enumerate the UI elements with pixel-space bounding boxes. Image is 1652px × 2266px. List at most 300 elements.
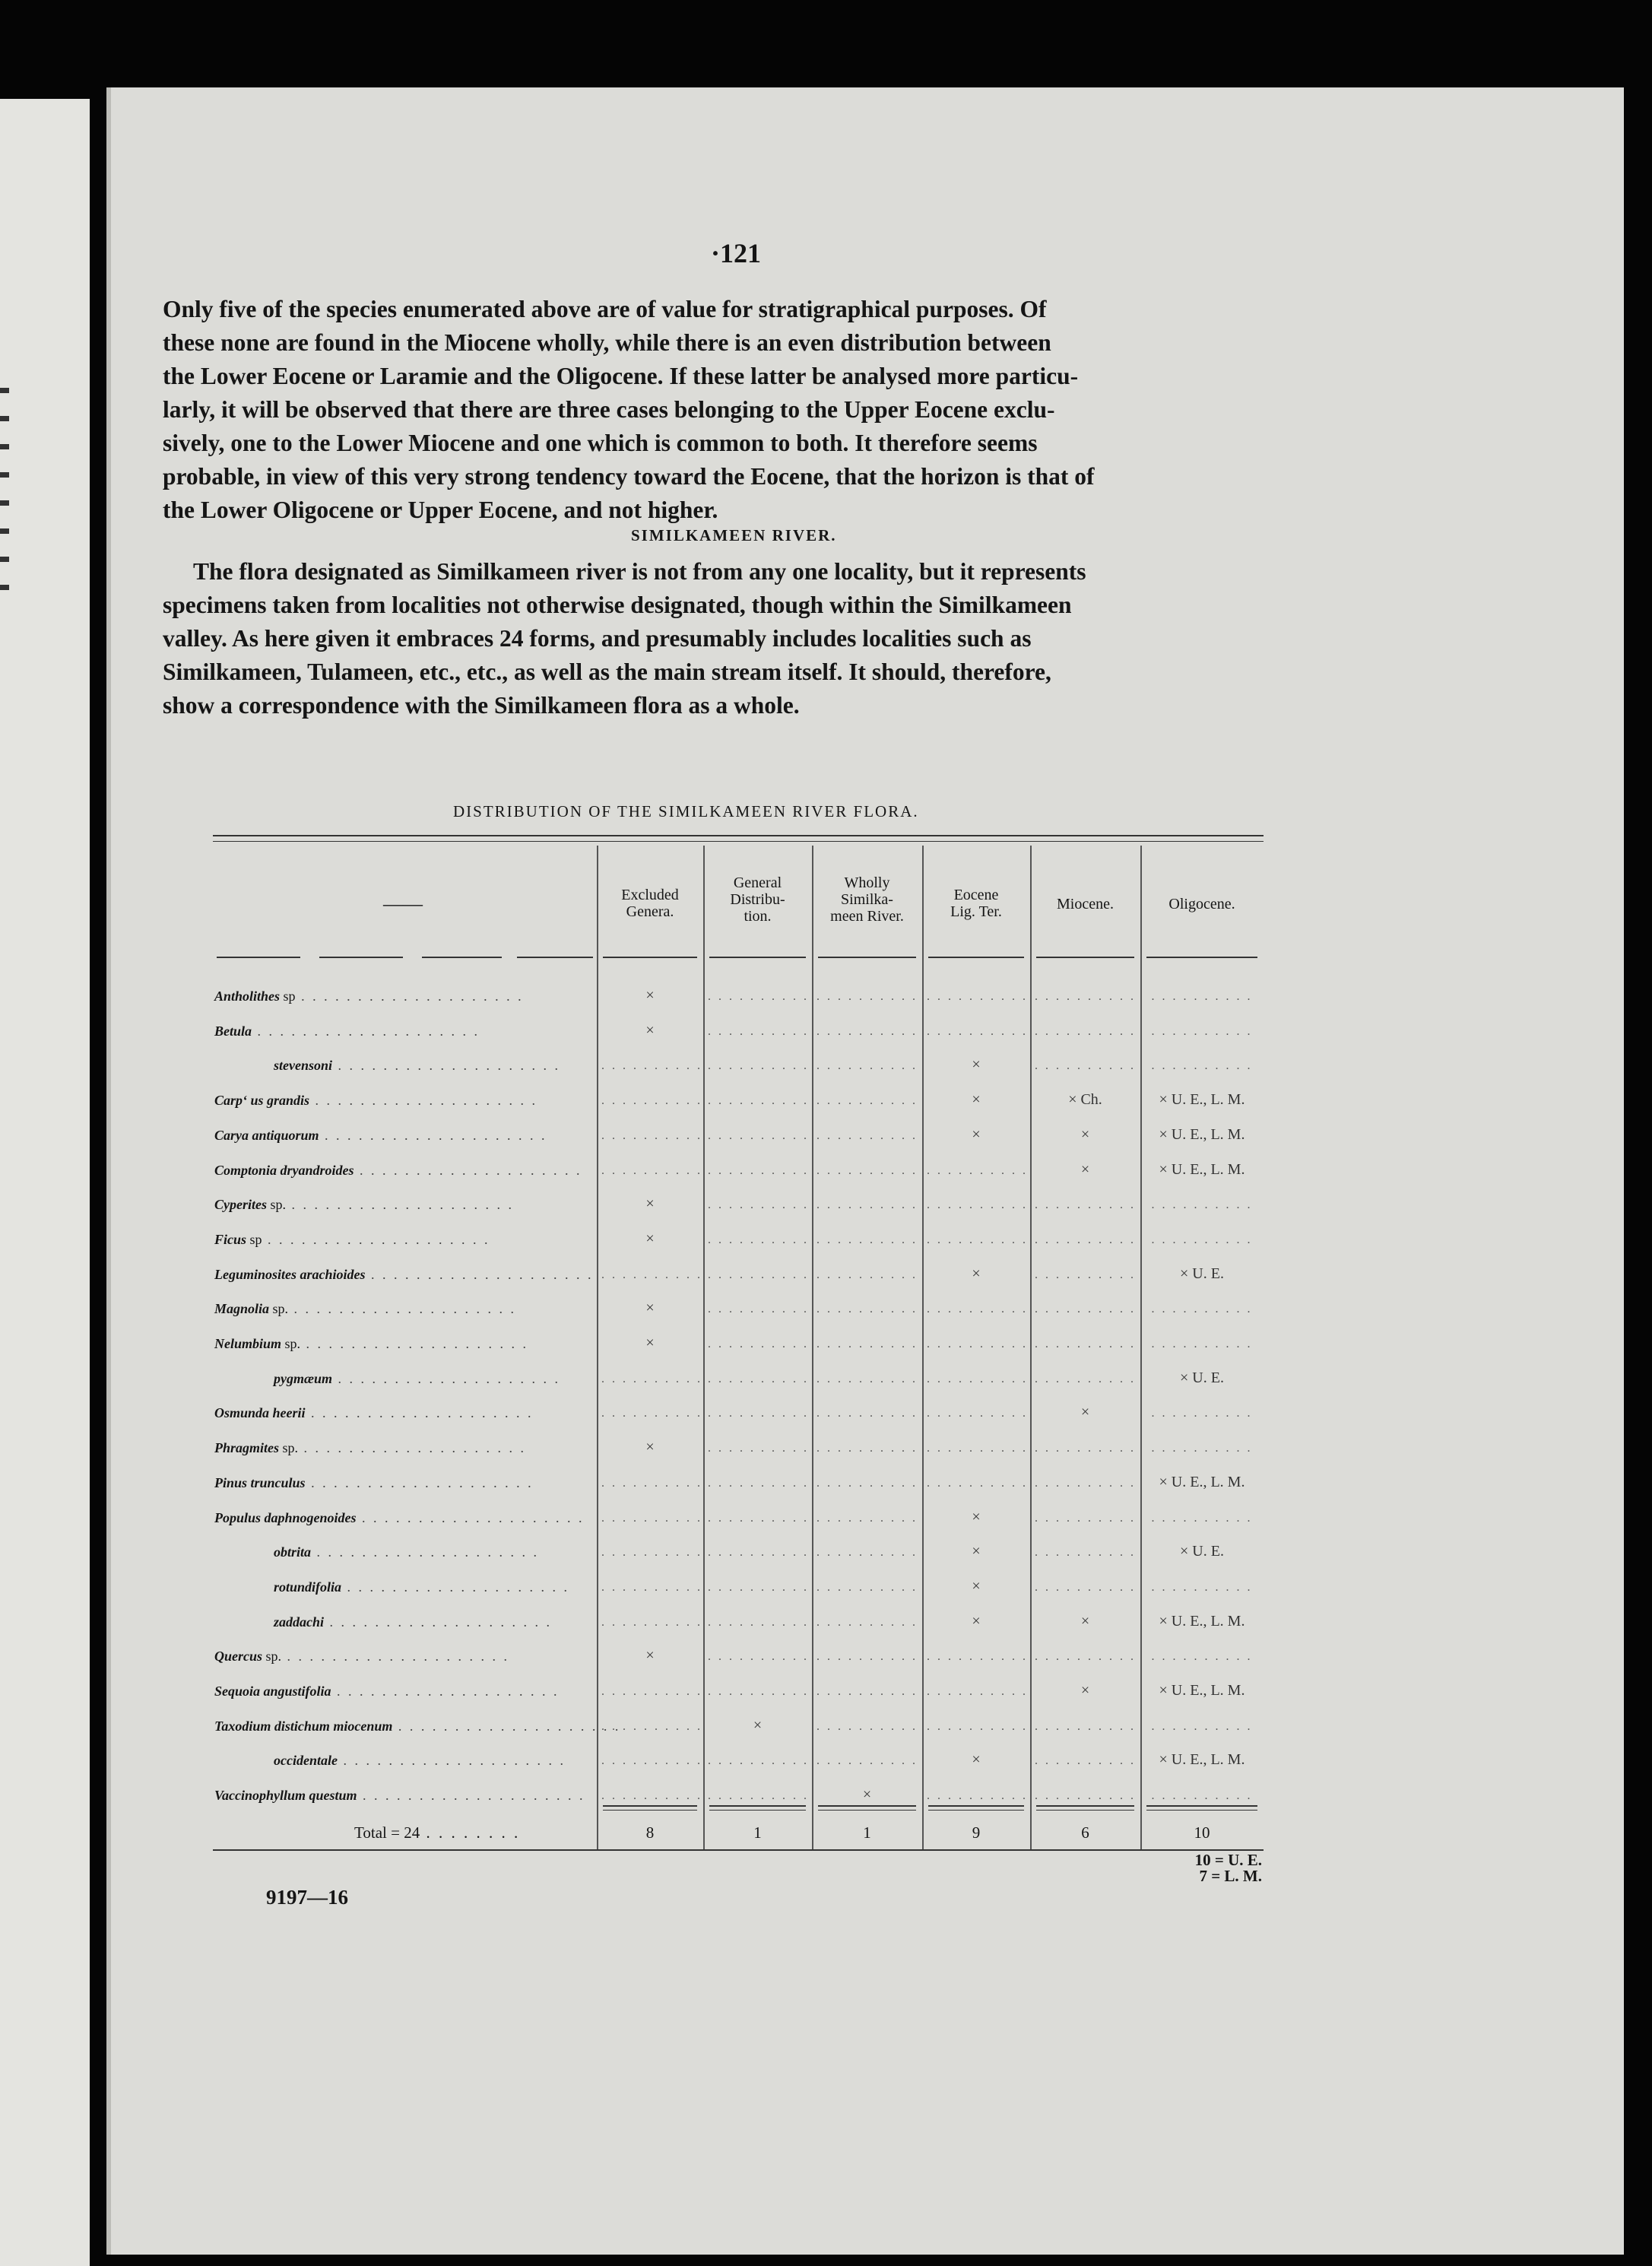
table-cell: × <box>972 1612 981 1630</box>
table-cell-empty: . . . . . . . . . . <box>708 1511 809 1525</box>
table-cell-empty: . . . . . . . . . . <box>816 1303 918 1316</box>
table-cell-empty: . . . . . . . . . . <box>1035 1789 1136 1803</box>
paragraph-line: show a correspondence with the Similkameen flora as a whole. <box>163 692 800 719</box>
table-cell-empty: . . . . . . . . . . <box>1035 1546 1136 1560</box>
column-header-line: Oligocene. <box>1168 896 1235 912</box>
column-divider <box>1140 846 1142 1851</box>
total-label-text: Total = 24 <box>354 1823 420 1842</box>
species-label: Osmunda heerii <box>214 1405 306 1421</box>
header-underline <box>603 957 697 958</box>
column-header <box>812 874 922 925</box>
table-cell-empty: . . . . . . . . . . <box>708 1407 809 1420</box>
table-cell: × U. E., L. M. <box>1159 1682 1245 1699</box>
table-cell-empty: . . . . . . . . . . <box>816 1372 918 1385</box>
table-cell-empty: . . . . . . . . . . <box>927 1719 1028 1733</box>
table-cell-empty: . . . . . . . . . . <box>1035 1338 1136 1350</box>
total-rule <box>603 1810 697 1811</box>
paragraph-line: sively, one to the Lower Miocene and one which is common to both. It therefore seems <box>163 430 1038 456</box>
dot-leader: . . . . . . . . . . . . . . . . . . . . <box>331 1684 560 1699</box>
table-cell-empty: . . . . . . . . . . <box>1035 990 1136 1003</box>
table-cell-empty: . . . . . . . . . . <box>816 1546 918 1560</box>
dot-leader: . . . . . . . . . . . . . . . . . . . . <box>309 1093 538 1109</box>
dot-leader: . . . . . . . . <box>420 1823 521 1842</box>
species-name <box>214 1024 480 1039</box>
species-label: Phragmites <box>214 1440 280 1456</box>
column-header-line: General <box>733 874 782 891</box>
section-paragraph <box>163 555 1261 722</box>
table-cell-empty: . . . . . . . . . . <box>1151 1789 1253 1803</box>
table-cell-empty: . . . . . . . . . . <box>601 1789 702 1803</box>
table-cell-empty: . . . . . . . . . . <box>816 1511 918 1525</box>
dot-leader: . . . . . . . . . . . . . . . . . . . . <box>281 1649 510 1665</box>
table-cell-empty: . . . . . . . . . . <box>1035 1303 1136 1316</box>
table-cell-empty: . . . . . . . . . . <box>927 1789 1028 1803</box>
dot-leader: . . . . . . . . . . . . . . . . . . . . <box>392 1718 621 1734</box>
table-cell-empty: . . . . . . . . . . <box>1035 1754 1136 1768</box>
total-rule <box>1146 1805 1257 1807</box>
table-title: DISTRIBUTION OF THE SIMILKAMEEN RIVER FLORA. <box>453 802 919 820</box>
oligocene-note-line: 10 = U. E. <box>1194 1851 1262 1869</box>
column-header-line: meen River. <box>830 908 904 925</box>
dot-leader: . . . . . . . . . . . . . . . . . . . . <box>305 1474 534 1490</box>
species-suffix: sp. <box>267 1197 287 1213</box>
adjacent-page-edge <box>0 99 90 2266</box>
column-header-line: Miocene. <box>1057 896 1114 912</box>
header-underline <box>319 957 403 958</box>
dot-leader: . . . . . . . . . . . . . . . . . . . . <box>262 1231 490 1247</box>
species-label: Carya antiquorum <box>214 1127 319 1143</box>
table-cell: × <box>1080 1125 1090 1143</box>
table-cell-empty: . . . . . . . . . . <box>1151 1198 1253 1212</box>
table-cell-empty: . . . . . . . . . . <box>708 1685 809 1698</box>
table-cell-empty: . . . . . . . . . . <box>816 1650 918 1664</box>
table-cell-empty: . . . . . . . . . . <box>816 1685 918 1698</box>
dot-leader: . . . . . . . . . . . . . . . . . . . . <box>319 1127 547 1143</box>
paragraph-line: the Lower Oligocene or Upper Eocene, and not higher. <box>163 497 718 523</box>
species-label: Leguminosites arachioides <box>214 1266 366 1282</box>
table-cell-empty: . . . . . . . . . . <box>927 1338 1028 1350</box>
table-cell-empty: . . . . . . . . . . <box>1035 1442 1136 1455</box>
table-cell: × <box>972 1056 981 1074</box>
dot-leader: . . . . . . . . . . . . . . . . . . . . <box>332 1370 561 1386</box>
table-cell-empty: . . . . . . . . . . <box>1035 1650 1136 1664</box>
dot-leader: . . . . . . . . . . . . . . . . . . . . <box>357 1788 585 1804</box>
dot-leader: . . . . . . . . . . . . . . . . . . . . <box>311 1544 540 1560</box>
table-cell-empty: . . . . . . . . . . <box>1151 1233 1253 1246</box>
species-label: Magnolia <box>214 1301 270 1317</box>
column-header-line: Genera. <box>626 903 674 920</box>
table-cell-empty: . . . . . . . . . . <box>708 1059 809 1073</box>
total-cell: 10 <box>1194 1823 1210 1842</box>
table-cell-empty: . . . . . . . . . . <box>927 1303 1028 1316</box>
table-cell-empty: . . . . . . . . . . <box>816 1094 918 1108</box>
header-underline <box>818 957 916 958</box>
paragraph-line: The flora designated as Similkameen river is not from any one locality, but it represents <box>193 558 1086 585</box>
table-cell: × <box>1080 1682 1090 1699</box>
dot-leader: . . . . . . . . . . . . . . . . . . . . <box>341 1579 570 1595</box>
table-cell-empty: . . . . . . . . . . <box>601 1128 702 1142</box>
table-cell-empty: . . . . . . . . . . <box>601 1094 702 1108</box>
table-cell-empty: . . . . . . . . . . <box>601 1059 702 1073</box>
species-label: rotundifolia <box>274 1579 342 1595</box>
table-cell-empty: . . . . . . . . . . <box>1035 1268 1136 1281</box>
dot-leader: . . . . . . . . . . . . . . . . . . . . <box>354 1162 582 1178</box>
paragraph-line: the Lower Eocene or Laramie and the Oligocene. If these latter be analysed more particu- <box>163 363 1079 389</box>
total-label <box>354 1823 520 1842</box>
total-rule <box>603 1805 697 1807</box>
table-cell-empty: . . . . . . . . . . <box>927 1198 1028 1212</box>
table-cell: × U. E., L. M. <box>1159 1751 1245 1769</box>
species-label: Pinus trunculus <box>214 1474 306 1490</box>
total-cell: 9 <box>972 1823 981 1842</box>
paragraph-line: these none are found in the Miocene wholly, while there is an even distribution between <box>163 329 1051 356</box>
table-cell-empty: . . . . . . . . . . <box>1151 1511 1253 1525</box>
total-cell: 8 <box>645 1823 655 1842</box>
table-cell-empty: . . . . . . . . . . <box>816 1615 918 1629</box>
table-cell: × U. E. <box>1180 1369 1224 1386</box>
table-cell-empty: . . . . . . . . . . <box>708 1094 809 1108</box>
column-header-line: Excluded <box>621 887 679 903</box>
species-name <box>214 1649 509 1665</box>
table-cell: × <box>972 1751 981 1769</box>
species-name <box>274 1614 552 1630</box>
species-label: Taxodium distichum miocenum <box>214 1718 393 1734</box>
table-cell-empty: . . . . . . . . . . <box>1151 1580 1253 1594</box>
table-cell-empty: . . . . . . . . . . <box>1151 1338 1253 1350</box>
column-header-line: tion. <box>744 908 772 925</box>
species-name <box>214 1440 526 1456</box>
species-label: Sequoia angustifolia <box>214 1684 331 1699</box>
header-underline <box>422 957 502 958</box>
species-label: Vaccinophyllum questum <box>214 1788 357 1804</box>
table-cell-empty: . . . . . . . . . . <box>601 1163 702 1177</box>
table-cell-empty: . . . . . . . . . . <box>816 1719 918 1733</box>
table-cell: × <box>645 987 655 1004</box>
table-cell-empty: . . . . . . . . . . <box>1151 1442 1253 1455</box>
species-name <box>274 1544 539 1560</box>
column-header-line: Lig. Ter. <box>950 903 1002 920</box>
species-name <box>214 1128 547 1144</box>
dot-leader: . . . . . . . . . . . . . . . . . . . . <box>298 1440 527 1456</box>
table-cell: × U. E. <box>1180 1265 1224 1282</box>
table-cell-empty: . . . . . . . . . . <box>708 1615 809 1629</box>
table-cell: × <box>972 1125 981 1143</box>
table-cell: × U. E., L. M. <box>1159 1473 1245 1490</box>
dot-leader: . . . . . . . . . . . . . . . . . . . . <box>305 1405 534 1421</box>
table-cell-empty: . . . . . . . . . . <box>816 1338 918 1350</box>
species-label: Carp‘ us grandis <box>214 1093 310 1109</box>
column-header-line: Eocene <box>953 887 999 903</box>
table-cell-empty: . . . . . . . . . . <box>708 1650 809 1664</box>
table-cell: × <box>645 1647 655 1665</box>
header-underline <box>1146 957 1257 958</box>
table-cell: × Ch. <box>1068 1091 1102 1109</box>
paragraph-line: valley. As here given it embraces 24 forms, and presumably includes localities such as <box>163 625 1032 652</box>
table-cell-empty: . . . . . . . . . . <box>601 1546 702 1560</box>
table-bottom-rule <box>213 1849 1264 1851</box>
species-name <box>214 1232 490 1248</box>
header-underline <box>217 957 300 958</box>
dot-leader: . . . . . . . . . . . . . . . . . . . . <box>337 1753 566 1769</box>
table-cell-empty: . . . . . . . . . . <box>1035 1024 1136 1038</box>
species-label: stevensoni <box>274 1058 333 1074</box>
species-label: occidentale <box>274 1753 338 1769</box>
table-cell-empty: . . . . . . . . . . <box>601 1511 702 1525</box>
column-divider <box>812 846 813 1851</box>
table-cell-empty: . . . . . . . . . . <box>816 1163 918 1177</box>
species-name <box>214 1266 594 1283</box>
species-name <box>214 989 524 1004</box>
species-name <box>274 1753 566 1769</box>
dot-leader: . . . . . . . . . . . . . . . . . . . . <box>288 1301 517 1317</box>
table-cell: × <box>862 1786 872 1804</box>
column-header <box>922 887 1030 920</box>
dot-leader: . . . . . . . . . . . . . . . . . . . . <box>356 1509 585 1525</box>
species-suffix: sp <box>280 989 296 1004</box>
table-cell: × <box>645 1439 655 1456</box>
paragraph-line: larly, it will be observed that there are three cases belonging to the Upper Eocene exclu- <box>163 396 1055 423</box>
species-name <box>214 1301 516 1317</box>
column-header <box>1030 896 1140 912</box>
header-underline <box>709 957 806 958</box>
species-label: Quercus <box>214 1649 263 1665</box>
species-label: Antholithes <box>214 989 281 1004</box>
species-name <box>214 1197 514 1213</box>
total-cell: 6 <box>1081 1823 1089 1842</box>
table-cell-empty: . . . . . . . . . . <box>1151 990 1253 1003</box>
table-cell-empty: . . . . . . . . . . <box>816 1128 918 1142</box>
table-cell-empty: . . . . . . . . . . <box>1035 1233 1136 1246</box>
species-suffix: sp. <box>279 1440 299 1456</box>
table-cell: × <box>972 1577 981 1595</box>
table-cell-empty: . . . . . . . . . . <box>1151 1303 1253 1316</box>
species-name <box>214 1336 528 1352</box>
total-cell: 1 <box>863 1823 871 1842</box>
table-cell: × <box>645 1300 655 1317</box>
column-header-line: Distribu- <box>730 891 785 908</box>
paragraph-line: Only five of the species enumerated above are of value for stratigraphical purposes. Of <box>163 296 1047 322</box>
table-cell-empty: . . . . . . . . . . <box>708 1128 809 1142</box>
table-cell-empty: . . . . . . . . . . <box>1035 1511 1136 1525</box>
table-cell: × U. E., L. M. <box>1159 1160 1245 1178</box>
total-cell: 1 <box>753 1823 762 1842</box>
table-cell: × U. E., L. M. <box>1159 1612 1245 1630</box>
table-cell-empty: . . . . . . . . . . <box>708 1163 809 1177</box>
species-name <box>214 1475 534 1491</box>
table-cell: × <box>972 1543 981 1560</box>
column-divider <box>922 846 924 1851</box>
table-cell-empty: . . . . . . . . . . <box>816 1442 918 1455</box>
species-suffix: sp. <box>281 1336 301 1351</box>
table-cell-empty: . . . . . . . . . . <box>1035 1476 1136 1490</box>
dot-leader: . . . . . . . . . . . . . . . . . . . . <box>286 1197 515 1213</box>
table-cell-empty: . . . . . . . . . . <box>1151 1407 1253 1420</box>
table-cell-empty: . . . . . . . . . . <box>708 1476 809 1490</box>
column-header <box>703 874 812 925</box>
total-rule <box>709 1810 806 1811</box>
column-header-line: Wholly <box>844 874 890 891</box>
table-cell-empty: . . . . . . . . . . <box>708 1268 809 1281</box>
table-cell-empty: . . . . . . . . . . <box>816 1580 918 1594</box>
species-name <box>214 1163 582 1179</box>
species-label: Comptonia dryandroides <box>214 1162 354 1178</box>
table-cell: × <box>645 1335 655 1351</box>
species-name <box>214 1718 621 1734</box>
table-cell: × <box>645 1230 655 1247</box>
table-cell-empty: . . . . . . . . . . <box>816 1407 918 1420</box>
table-cell-empty: . . . . . . . . . . <box>601 1476 702 1490</box>
total-rule <box>1036 1810 1134 1811</box>
table-cell: × <box>972 1508 981 1525</box>
total-rule <box>1036 1805 1134 1807</box>
table-cell-empty: . . . . . . . . . . <box>601 1580 702 1594</box>
total-rule <box>928 1810 1024 1811</box>
table-cell-empty: . . . . . . . . . . <box>927 1650 1028 1664</box>
table-cell-empty: . . . . . . . . . . <box>601 1407 702 1420</box>
oligocene-note <box>1125 1852 1262 1884</box>
table-top-rule <box>213 841 1264 842</box>
species-label: Populus daphnogenoides <box>214 1509 357 1525</box>
total-rule <box>1146 1810 1257 1811</box>
table-cell: × U. E. <box>1180 1543 1224 1560</box>
table-cell-empty: . . . . . . . . . . <box>601 1719 702 1733</box>
total-rule <box>818 1805 916 1807</box>
species-label: Betula <box>214 1023 252 1039</box>
table-cell-empty: . . . . . . . . . . <box>927 1442 1028 1455</box>
table-cell-empty: . . . . . . . . . . <box>708 1546 809 1560</box>
table-cell-empty: . . . . . . . . . . <box>708 1442 809 1455</box>
table-cell-empty: . . . . . . . . . . <box>1151 1719 1253 1733</box>
page-number: ·121 <box>711 238 762 268</box>
header-underline <box>1036 957 1134 958</box>
table-cell-empty: . . . . . . . . . . <box>816 1754 918 1768</box>
table-cell: × <box>753 1716 763 1734</box>
species-name <box>214 1510 585 1526</box>
species-label: Nelumbium <box>214 1336 282 1351</box>
table-cell: × <box>1080 1612 1090 1630</box>
dot-leader: . . . . . . . . . . . . . . . . . . . . <box>324 1614 553 1630</box>
column-divider <box>703 846 705 1851</box>
species-label: zaddachi <box>274 1614 325 1630</box>
table-cell-empty: . . . . . . . . . . <box>1151 1059 1253 1073</box>
table-cell-empty: . . . . . . . . . . <box>601 1754 702 1768</box>
table-cell-empty: . . . . . . . . . . <box>708 1754 809 1768</box>
table-cell-empty: . . . . . . . . . . <box>708 1198 809 1212</box>
table-cell-empty: . . . . . . . . . . <box>816 1233 918 1246</box>
table-cell: × <box>1080 1404 1090 1421</box>
table-cell-empty: . . . . . . . . . . <box>816 1268 918 1281</box>
species-name <box>214 1684 560 1700</box>
column-divider <box>1030 846 1032 1851</box>
header-underline <box>517 957 593 958</box>
dot-leader: . . . . . . . . . . . . . . . . . . . . <box>295 989 524 1004</box>
table-cell-empty: . . . . . . . . . . <box>816 1059 918 1073</box>
table-cell-empty: . . . . . . . . . . <box>927 1685 1028 1698</box>
intro-paragraph <box>163 293 1261 527</box>
total-rule <box>818 1810 916 1811</box>
table-cell-empty: . . . . . . . . . . <box>1151 1024 1253 1038</box>
table-cell-empty: . . . . . . . . . . <box>816 1476 918 1490</box>
table-cell-empty: . . . . . . . . . . <box>1035 1059 1136 1073</box>
species-label: pygmæum <box>274 1370 333 1386</box>
footer-code: 9197—16 <box>266 1886 348 1909</box>
species-name <box>274 1579 569 1595</box>
species-name <box>274 1058 560 1074</box>
table-cell-empty: . . . . . . . . . . <box>708 1233 809 1246</box>
table-cell-empty: . . . . . . . . . . <box>1035 1580 1136 1594</box>
total-rule <box>928 1805 1024 1807</box>
header-underline <box>928 957 1024 958</box>
column-header <box>1140 896 1264 912</box>
table-cell: × <box>972 1265 981 1282</box>
table-cell-empty: . . . . . . . . . . <box>708 1372 809 1385</box>
column-header-line: Similka- <box>841 891 893 908</box>
adjacent-page-marks <box>0 388 23 613</box>
species-name <box>214 1405 534 1421</box>
table-cell-empty: . . . . . . . . . . <box>927 990 1028 1003</box>
table-cell-empty: . . . . . . . . . . <box>708 990 809 1003</box>
species-label: Cyperites <box>214 1197 267 1213</box>
table-cell-empty: . . . . . . . . . . <box>708 1024 809 1038</box>
table-cell-empty: . . . . . . . . . . <box>816 1198 918 1212</box>
table-cell-empty: . . . . . . . . . . <box>1151 1650 1253 1664</box>
oligocene-note-line: 7 = L. M. <box>1199 1867 1262 1885</box>
dot-leader: . . . . . . . . . . . . . . . . . . . . <box>332 1058 561 1074</box>
paragraph-line: specimens taken from localities not otherwise designated, though within the Similkameen <box>163 592 1072 618</box>
table-cell-empty: . . . . . . . . . . <box>601 1615 702 1629</box>
table-cell-empty: . . . . . . . . . . <box>708 1580 809 1594</box>
table-cell: × U. E., L. M. <box>1159 1125 1245 1143</box>
table-cell: × U. E., L. M. <box>1159 1091 1245 1109</box>
table-cell-empty: . . . . . . . . . . <box>1035 1719 1136 1733</box>
table-cell-empty: . . . . . . . . . . <box>927 1163 1028 1177</box>
table-cell-empty: . . . . . . . . . . <box>601 1268 702 1281</box>
species-label: Ficus <box>214 1231 247 1247</box>
column-header <box>597 887 703 920</box>
table-cell-empty: . . . . . . . . . . <box>708 1303 809 1316</box>
dot-leader: . . . . . . . . . . . . . . . . . . . . <box>252 1023 480 1039</box>
species-suffix: sp <box>246 1231 262 1247</box>
species-suffix: sp. <box>262 1649 282 1665</box>
species-name <box>274 1371 560 1387</box>
table-top-rule <box>213 835 1264 836</box>
table-cell-empty: . . . . . . . . . . <box>927 1476 1028 1490</box>
table-cell-empty: . . . . . . . . . . <box>1035 1372 1136 1385</box>
table-cell: × <box>1080 1160 1090 1178</box>
table-cell-empty: . . . . . . . . . . <box>1035 1198 1136 1212</box>
dot-leader: . . . . . . . . . . . . . . . . . . . . <box>365 1266 594 1282</box>
table-cell: × <box>645 1195 655 1213</box>
table-cell-empty: . . . . . . . . . . <box>708 1338 809 1350</box>
dot-leader: . . . . . . . . . . . . . . . . . . . . <box>300 1336 529 1351</box>
table-cell-empty: . . . . . . . . . . <box>816 990 918 1003</box>
table-cell-empty: . . . . . . . . . . <box>927 1407 1028 1420</box>
species-name <box>214 1093 537 1109</box>
paragraph-line: probable, in view of this very strong tendency toward the Eocene, that the horizon is that of <box>163 463 1095 490</box>
paragraph-line: Similkameen, Tulameen, etc., etc., as well as the main stream itself. It should, therefore, <box>163 659 1051 685</box>
total-rule <box>709 1805 806 1807</box>
table-cell-empty: . . . . . . . . . . <box>601 1372 702 1385</box>
species-name <box>214 1788 585 1804</box>
table-cell-empty: . . . . . . . . . . <box>601 1685 702 1698</box>
stub-header: —— <box>383 893 423 915</box>
table-cell-empty: . . . . . . . . . . <box>927 1024 1028 1038</box>
table-cell: × <box>972 1091 981 1109</box>
species-suffix: sp. <box>269 1301 289 1317</box>
table-cell-empty: . . . . . . . . . . <box>708 1789 809 1803</box>
table-cell-empty: . . . . . . . . . . <box>816 1024 918 1038</box>
species-label: obtrita <box>274 1544 312 1560</box>
